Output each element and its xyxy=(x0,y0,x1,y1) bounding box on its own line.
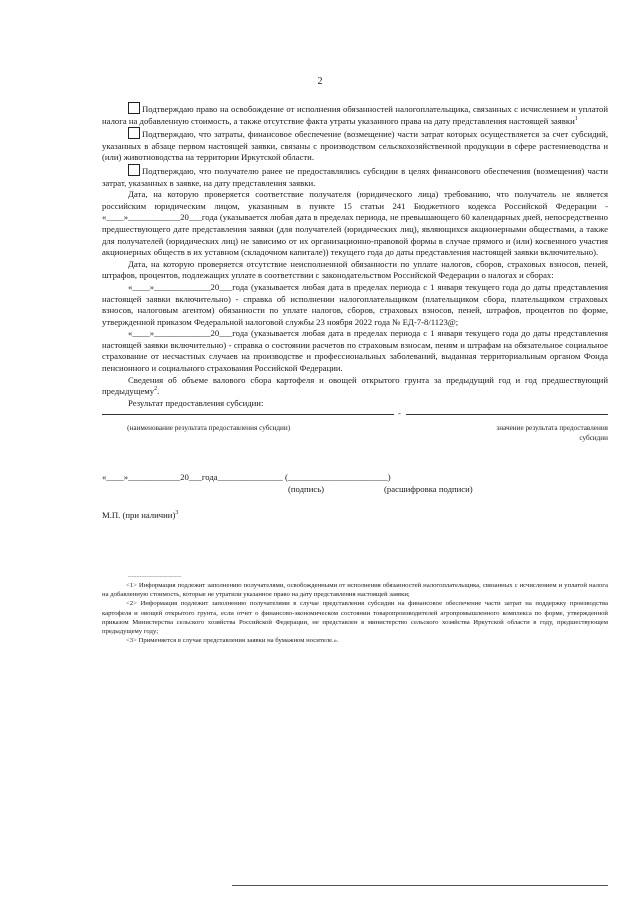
footnotes xyxy=(102,575,608,645)
signature-captions xyxy=(102,484,608,496)
result-dash: - xyxy=(398,408,401,419)
result-name-caption: (наименование результата предоставления субсидии) xyxy=(127,424,291,433)
application-body xyxy=(102,102,608,522)
page-number: 2 xyxy=(317,76,323,87)
bottom-rule xyxy=(232,885,608,886)
paragraph-insurance-certificate: «____»_____________20___года (указывается любая дата в пределах периода с 1 января текущего года до даты представления настоящей заявки включительно) - справка о состоянии расчетов по страховым взносам, пеням и штрафам на обязательное социальное страхование от несчастных случаев на производстве и профессиональных заболеваний, выданная территориальным органом Фонда пенсионного и социального страхования Российской Федерации. xyxy=(102,328,608,374)
paragraph-date-recipient-check: Дата, на которую проверяется соответствие получателя (юридического лица) требованию, что получатель не является российским юридическим лицом, указанным в пункте 15 статьи 241 Бюджетного кодекса Российской Федерации - «____»____________20___года (указывается любая дата в пределах периода, не превышающего 60 календарных дней, непосредственно предшествующего дате представления заявки (для получателей (юридических лиц), являющихся акционерными обществами, а также для получателей (юридических лиц) не зависимо от их организационно-правовой формы в случае прямого и (или) косвенного участия акционерных обществ в их уставном (складочном капитале)) текущего года до даты представления настоящей заявки включительно). xyxy=(102,189,608,258)
result-value-line[interactable] xyxy=(406,414,608,415)
confirm-no-previous-subsidy: Подтверждаю, что получателю ранее не предоставлялись субсидии в целях финансового обеспечения (возмещения) части затрат, указанных в заявке, на дату представления заявки. xyxy=(102,165,608,188)
seal-label: М.П. (при наличии)$^3$ xyxy=(102,510,179,521)
paragraph-harvest-volume: Сведения об объеме валового сбора картофеля и овощей открытого грунта за предыдущий год и год предшествующий предыдущему$^2$. xyxy=(102,374,608,397)
checkbox-costs-related[interactable] xyxy=(128,127,140,139)
result-captions xyxy=(102,426,608,448)
signature-caption: (подпись) xyxy=(288,484,325,495)
result-name-line[interactable] xyxy=(102,414,394,415)
checkbox-no-previous-subsidy[interactable] xyxy=(128,164,140,176)
checkbox-vat-exemption[interactable] xyxy=(128,102,140,114)
result-value-caption: значение результата предоставления субсидии xyxy=(496,424,608,442)
confirm-vat-exemption: Подтверждаю право на освобождение от исполнения обязанностей налогоплательщика, связанных с исчислением и уплатой налога на добавленную стоимость, а также отсутствие факта утраты указанного права на дату представления настоящей заявки$^1$ xyxy=(102,104,608,126)
footnote-separator: -------------------------------- xyxy=(128,575,182,580)
confirm-costs-related: Подтверждаю, что затраты, финансовое обеспечение (возмещение) части затрат которых осуществляется за счет субсидий, указанных в абзаце первом настоящей заявки, связаны с производством сельскохозяйственной продукции в сфере растениеводства и (или) животноводства на территории Иркутской области. xyxy=(102,129,608,163)
result-label: Результат предоставления субсидии: xyxy=(128,397,264,408)
signature-decode-caption: (расшифровка подписи) xyxy=(384,484,473,495)
footnote-3: <3> Применяется в случае представления заявки на бумажном носителе.». xyxy=(126,637,339,645)
footnote-2: <2> Информация подлежит заполнению получателями в случае представления субсидии на финансовое обеспечение части затрат на поддержку производства картофеля и овощей открытого грунта, если отчет о финансово-экономическом состоянии товаропроизводителей агропромышленного комплекса по форме, утвержденной приказом Министерства сельского хозяйства Российской Федерации, не представлен в министерство сельского хозяйства Иркутской области в году, предшествующем предыдущему году; xyxy=(102,600,608,636)
footnote-1: <1> Информация подлежит заполнению получателями, освобожденными от исполнения обязанностей налогоплательщика, связанных с исчислением и уплатой налога на добавленную стоимость, которые не утратили указанное право на дату представления настоящей заявки; xyxy=(102,582,608,599)
paragraph-date-tax-check: Дата, на которую проверяется отсутствие неисполненной обязанности по уплате налогов, сборов, страховых взносов, пеней, штрафов, процентов, подлежащих уплате в соответствии с законодательством Российской Федерации о налогах и сборах: xyxy=(102,258,608,281)
paragraph-tax-certificate: «____»_____________20___года (указывается любая дата в пределах периода с 1 января текущего года до даты представления настоящей заявки включительно) - справка об исполнении налогоплательщиком (плательщиком сбора, плательщиком страховых взносов, налоговым агентом) обязанности по уплате налогов, сборов, страховых взносов, пеней, штрафов, процентов по форме, утвержденной приказом Федеральной налоговой службы 23 ноября 2022 года № ЕД-7-8/1123@; xyxy=(102,281,608,327)
date-signature-line[interactable]: «____»____________20___года_______________ (_______________________) xyxy=(102,472,391,483)
